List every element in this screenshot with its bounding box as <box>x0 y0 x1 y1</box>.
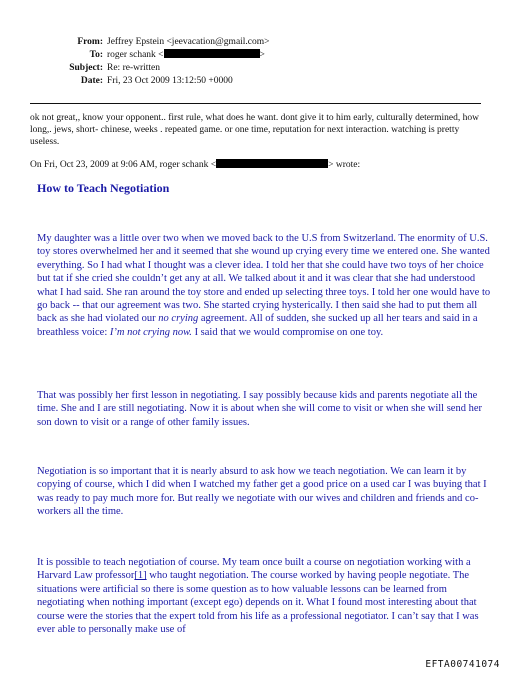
paragraph-text: I said that we would compromise on one toy. <box>191 326 384 338</box>
from-row <box>30 36 270 49</box>
reply-text: ok not great,, know your opponent.. first rule, what does he want. dont give it to him early, culturally determined, how long,. jews, short- chinese, weeks . repeated game. or one time, reputation for next interaction. watching is pretty useless. <box>30 113 479 147</box>
to-label: To: <box>89 50 103 60</box>
header-divider <box>30 103 481 104</box>
subject-value: Re: re-written <box>107 63 161 73</box>
article-paragraph-4 <box>37 556 492 636</box>
redaction-box <box>164 49 260 58</box>
subject-row <box>30 62 270 75</box>
article-paragraph-3: Negotiation is so important that it is nearly absurd to ask how we teach negotiation. We can learn it by copying of course, which I did when I watched my father get a good price on a used car I was buying that I was ready to pay much more for. But really we negotiate with our wives and children and friends and co-workers all the time. <box>37 466 487 518</box>
from-label: From: <box>77 37 103 47</box>
article-title: How to Teach Negotiation <box>37 181 170 195</box>
quote-intro <box>30 159 360 170</box>
paragraph-text: who taught negotiation. The course worked by having people negotiate. The situations were artificial so there is some question as to how valuable lessons can be learned from negotiating when nothing important (except ego) depends on it. What I found most interesting about that course were the stories that the expert told from his life as a professional negotiator. I can’t say that I was ever able to personally make use of <box>37 570 479 636</box>
article-paragraph-2: That was possibly her first lesson in negotiating. I say possibly because kids and parents negotiate all the time. She and I are still negotiating. Now it is about when she will come to visit or when she will send her son down to visit or a range of other family issues. <box>37 390 483 428</box>
paragraph-text: My daughter was a little over two when we moved back to the U.S from Switzerland. The enormity of U.S. toy stores overwhelmed her and it seemed that she wound up crying every time we entered one. She wanted everything. So I had what I thought was a clever idea. I told her that she could have two toys of her choice but tat if she cried she couldn’t get any at all. We talked about it and it was clear that she had understood what I had said. She ran around the toy store and ended up selecting three toys. I told her one would have to go back -- that our agreement was two. She started crying hysterically. I then said she had to put them all back as she had violated our <box>37 233 491 325</box>
paragraph-text: It is possible to teach negotiation of course. My team once built a course on negotiation working with a Harvard Law professor <box>37 557 471 582</box>
document-id: EFTA00741074 <box>425 659 500 670</box>
to-prefix: roger schank < <box>107 50 164 60</box>
date-row <box>30 75 270 88</box>
to-suffix: > <box>259 50 265 60</box>
from-value: Jeffrey Epstein <jeevacation@gmail.com> <box>107 37 270 47</box>
to-row <box>30 49 270 62</box>
paragraph-text: agreement. All of sudden, she sucked up all her tears and said in a breathless voice: <box>37 313 478 338</box>
footnote-link[interactable]: [1] <box>134 570 147 582</box>
paragraph-italic: I’m not crying now. <box>109 326 192 338</box>
paragraph-italic: no crying <box>158 313 199 325</box>
date-label: Date: <box>80 76 103 86</box>
email-header <box>30 36 270 88</box>
article-paragraph-1 <box>37 232 492 339</box>
redaction-box <box>216 159 328 168</box>
quote-intro-suffix: > wrote: <box>328 160 361 170</box>
quote-intro-prefix: On Fri, Oct 23, 2009 at 9:06 AM, roger schank < <box>30 160 217 170</box>
date-value: Fri, 23 Oct 2009 13:12:50 +0000 <box>107 76 233 86</box>
subject-label: Subject: <box>69 63 103 73</box>
